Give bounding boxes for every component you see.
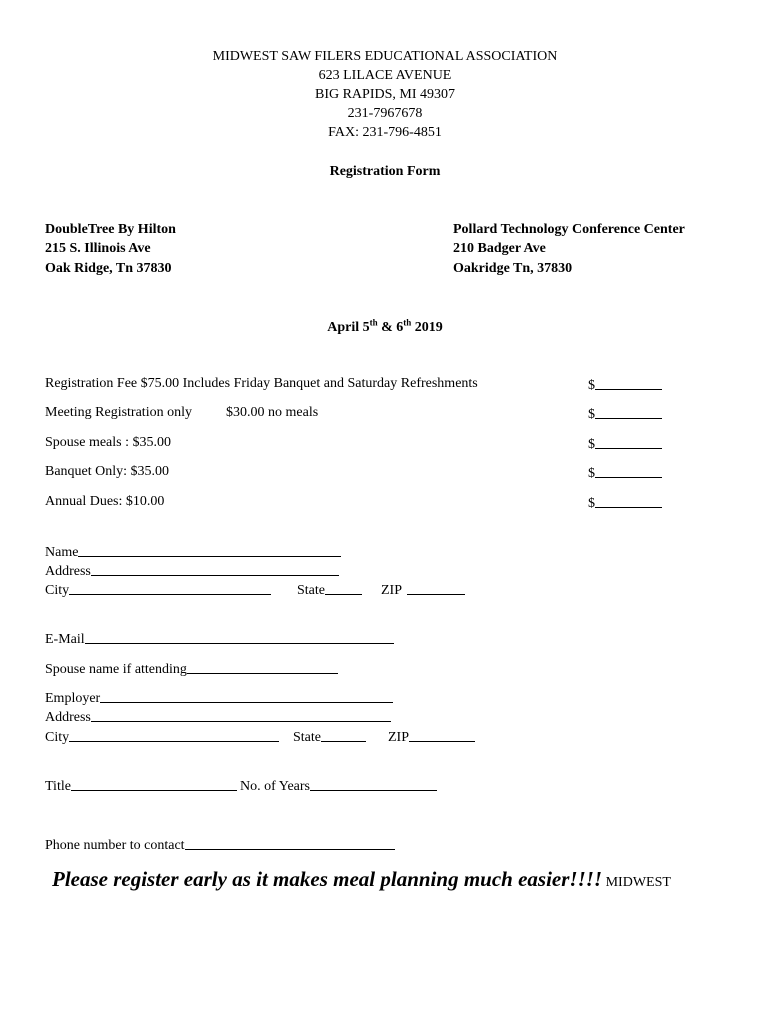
email-label: E-Mail <box>45 632 85 647</box>
address-blank[interactable] <box>91 562 339 576</box>
org-street: 623 LILACE AVENUE <box>318 68 452 83</box>
fee-dollar: $ <box>588 407 595 422</box>
fee-meeting-extra: $30.00 no meals <box>226 405 319 420</box>
fee-registration-amount[interactable] <box>588 376 662 394</box>
fee-dollar: $ <box>588 496 595 511</box>
title-blank[interactable] <box>71 777 237 791</box>
spouse-name-blank[interactable] <box>187 660 338 674</box>
spouse-name-field[interactable] <box>45 660 338 678</box>
fee-blank[interactable] <box>595 405 662 419</box>
org-fax: FAX: 231-796-4851 <box>328 125 442 140</box>
address-field[interactable] <box>45 562 339 580</box>
phone-field[interactable] <box>45 836 395 854</box>
date-sup-1: th <box>369 317 378 328</box>
org-city: BIG RAPIDS, MI 49307 <box>314 87 455 102</box>
employer-label: Employer <box>45 691 101 706</box>
name-field[interactable] <box>45 543 341 561</box>
org-phone: 231-7967678 <box>347 106 423 121</box>
email-field[interactable] <box>45 630 394 648</box>
date-sup-2: th <box>403 317 412 328</box>
fee-meeting-label: Meeting Registration only <box>45 405 192 420</box>
venue-right-street: 210 Badger Ave <box>453 241 546 256</box>
form-title: Registration Form <box>329 164 441 179</box>
employer-field[interactable] <box>45 689 393 707</box>
closing-text: Please register early as it makes meal planning much easier!!!! <box>52 867 603 891</box>
date-part-3: 2019 <box>411 320 443 335</box>
fee-blank[interactable] <box>595 376 662 390</box>
fee-spouse-amount[interactable] <box>588 435 662 453</box>
city-field[interactable] <box>45 581 271 599</box>
employer-city-blank[interactable] <box>69 728 279 742</box>
employer-address-field[interactable] <box>45 708 391 726</box>
city-label: City <box>45 583 70 598</box>
zip-field[interactable] <box>381 581 465 599</box>
venue-left-city: Oak Ridge, Tn 37830 <box>45 261 172 276</box>
state-label: State <box>297 583 325 598</box>
zip-label: ZIP <box>381 583 402 598</box>
spouse-name-label: Spouse name if attending <box>45 662 187 677</box>
date-part-1: April 5 <box>327 320 370 335</box>
closing-tail: MIDWEST <box>602 875 671 890</box>
city-blank[interactable] <box>69 581 271 595</box>
phone-blank[interactable] <box>185 836 395 850</box>
fee-blank[interactable] <box>595 494 662 508</box>
employer-zip-blank[interactable] <box>409 728 475 742</box>
fee-dues-amount[interactable] <box>588 494 662 512</box>
fee-dues-label: Annual Dues: $10.00 <box>45 494 165 509</box>
employer-state-label: State <box>293 730 321 745</box>
fee-dollar: $ <box>588 437 595 452</box>
phone-label: Phone number to contact <box>45 838 185 853</box>
years-field[interactable] <box>240 777 437 795</box>
event-dates <box>0 318 770 337</box>
employer-blank[interactable] <box>100 689 393 703</box>
employer-address-blank[interactable] <box>91 708 391 722</box>
fee-dollar: $ <box>588 378 595 393</box>
years-label: No. of Years <box>240 779 310 794</box>
closing-note <box>52 867 671 892</box>
org-name: MIDWEST SAW FILERS EDUCATIONAL ASSOCIATION <box>212 49 558 64</box>
title-label: Title <box>45 779 71 794</box>
employer-state-blank[interactable] <box>321 728 366 742</box>
fee-banquet-label: Banquet Only: $35.00 <box>45 464 170 479</box>
date-part-2: & 6 <box>377 320 404 335</box>
name-blank[interactable] <box>78 543 341 557</box>
fee-meeting-amount[interactable] <box>588 405 662 423</box>
employer-city-field[interactable] <box>45 728 279 746</box>
years-blank[interactable] <box>310 777 437 791</box>
title-field[interactable] <box>45 777 237 795</box>
employer-zip-label: ZIP <box>388 730 409 745</box>
zip-blank[interactable] <box>407 581 465 595</box>
email-blank[interactable] <box>85 630 394 644</box>
employer-state-field[interactable] <box>293 728 366 746</box>
fee-blank[interactable] <box>595 435 662 449</box>
employer-zip-field[interactable] <box>388 728 475 746</box>
fee-registration-label: Registration Fee $75.00 Includes Friday Banquet and Saturday Refreshments <box>45 376 478 391</box>
address-label: Address <box>45 564 91 579</box>
venue-left-name: DoubleTree By Hilton <box>45 222 176 237</box>
employer-address-label: Address <box>45 710 91 725</box>
venue-left-street: 215 S. Illinois Ave <box>45 241 151 256</box>
state-blank[interactable] <box>325 581 362 595</box>
fee-blank[interactable] <box>595 464 662 478</box>
venue-right-city: Oakridge Tn, 37830 <box>453 261 573 276</box>
venue-right-name: Pollard Technology Conference Center <box>453 222 685 237</box>
employer-city-label: City <box>45 730 70 745</box>
name-label: Name <box>45 545 79 560</box>
fee-spouse-label: Spouse meals : $35.00 <box>45 435 171 450</box>
fee-banquet-amount[interactable] <box>588 464 662 482</box>
fee-dollar: $ <box>588 466 595 481</box>
state-field[interactable] <box>297 581 362 599</box>
